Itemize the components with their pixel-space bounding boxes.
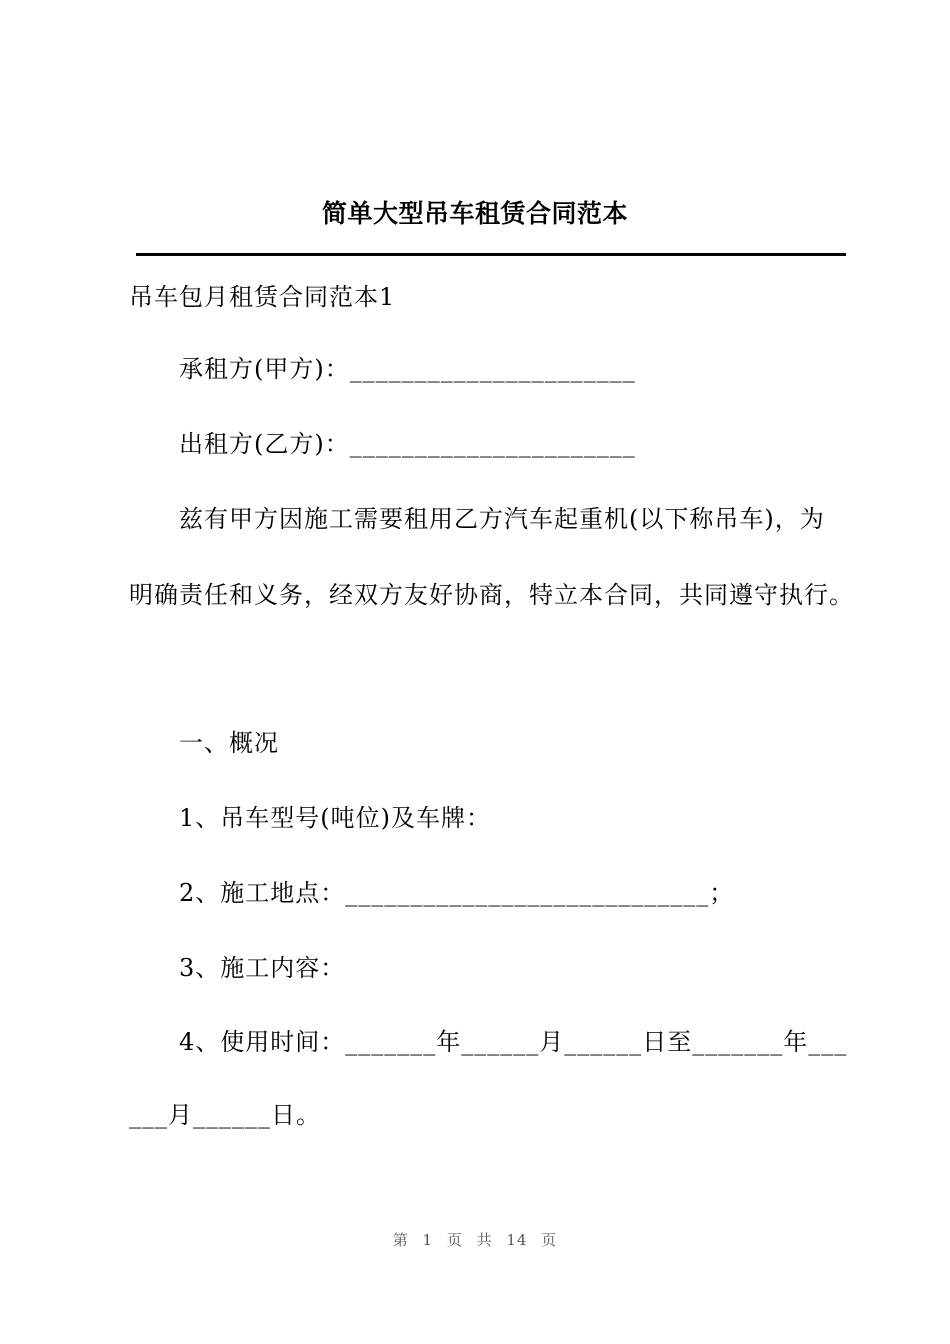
intro-paragraph-line-2: 明确责任和义务，经双方友好协商，特立本合同，共同遵守执行。 [129, 581, 854, 609]
item-usage-period-line-1: 4、使用时间：_______年______月______日至_______年___ [179, 1028, 848, 1056]
item-construction-site: 2、施工地点：____________________________； [179, 879, 735, 907]
title-divider [136, 253, 846, 256]
page-number-footer: 第 1 页 共 14 页 [392, 1231, 558, 1249]
section-heading-overview: 一、概况 [179, 729, 279, 757]
item-usage-period-line-2: ___月______日。 [129, 1101, 321, 1129]
lessor-line: 出租方(乙方)：______________________ [179, 430, 636, 458]
document-title: 简单大型吊车租赁合同范本 [321, 199, 628, 228]
item-crane-model: 1、吊车型号(吨位)及车牌： [179, 804, 491, 832]
item-construction-content: 3、施工内容： [179, 954, 346, 982]
lessee-line: 承租方(甲方)：______________________ [179, 355, 636, 383]
contract-subheading: 吊车包月租赁合同范本1 [129, 283, 396, 311]
intro-paragraph-line-1: 兹有甲方因施工需要租用乙方汽车起重机(以下称吊车)，为 [179, 505, 825, 533]
